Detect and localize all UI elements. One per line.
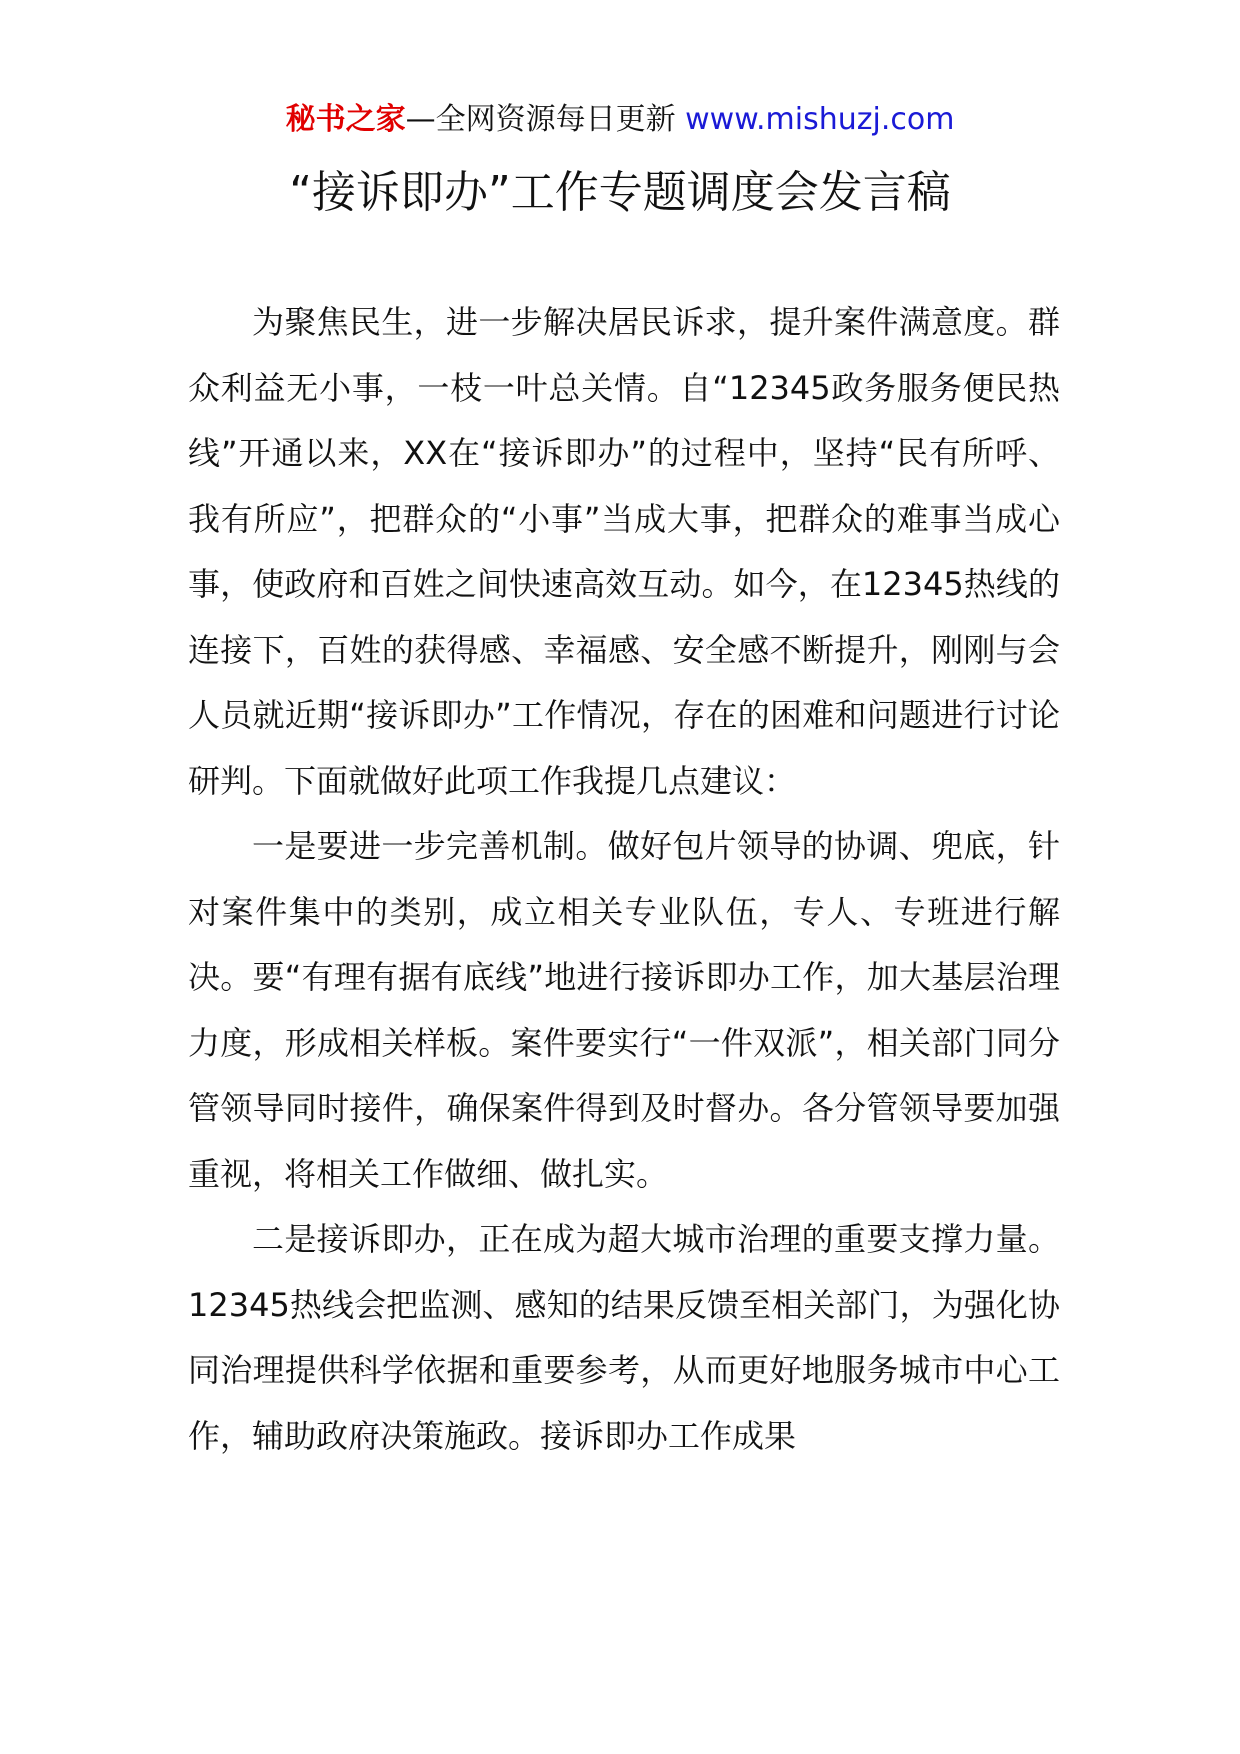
- site-url-link[interactable]: www.mishuzj.com: [685, 102, 955, 137]
- document-title: “接诉即办”工作专题调度会发言稿: [289, 167, 951, 218]
- header-tagline: —全网资源每日更新: [405, 102, 676, 137]
- paragraph-point-two: 二是接诉即办，正在成为超大城市治理的重要支撑力量。12345热线会把监测、感知的结果反馈至相关部门，为强化协同治理提供科学依据和重要参考，从而更好地服务城市中心工作，辅助政府决策施政。接诉即办工作成果: [188, 1220, 1060, 1455]
- site-header: [0, 98, 1240, 142]
- brand-name: 秘书之家: [285, 102, 406, 137]
- document-body: [188, 290, 1060, 1469]
- paragraph-point-one: 一是要进一步完善机制。做好包片领导的协调、兜底，针对案件集中的类别，成立相关专业队伍，专人、专班进行解决。要“有理有据有底线”地进行接诉即办工作，加大基层治理力度，形成相关样板。案件要实行“一件双派”，相关部门同分管领导同时接件，确保案件得到及时督办。各分管领导要加强重视，将相关工作做细、做扎实。: [188, 827, 1060, 1193]
- paragraph-intro: 为聚焦民生，进一步解决居民诉求，提升案件满意度。群众利益无小事，一枝一叶总关情。自“12345政务服务便民热线”开通以来，XX在“接诉即办”的过程中，坚持“民有所呼、我有所应”，把群众的“小事”当成大事，把群众的难事当成心事，使政府和百姓之间快速高效互动。如今，在12345热线的连接下，百姓的获得感、幸福感、安全感不断提升，刚刚与会人员就近期“接诉即办”工作情况，存在的困难和问题进行讨论研判。下面就做好此项工作我提几点建议：: [188, 303, 1060, 800]
